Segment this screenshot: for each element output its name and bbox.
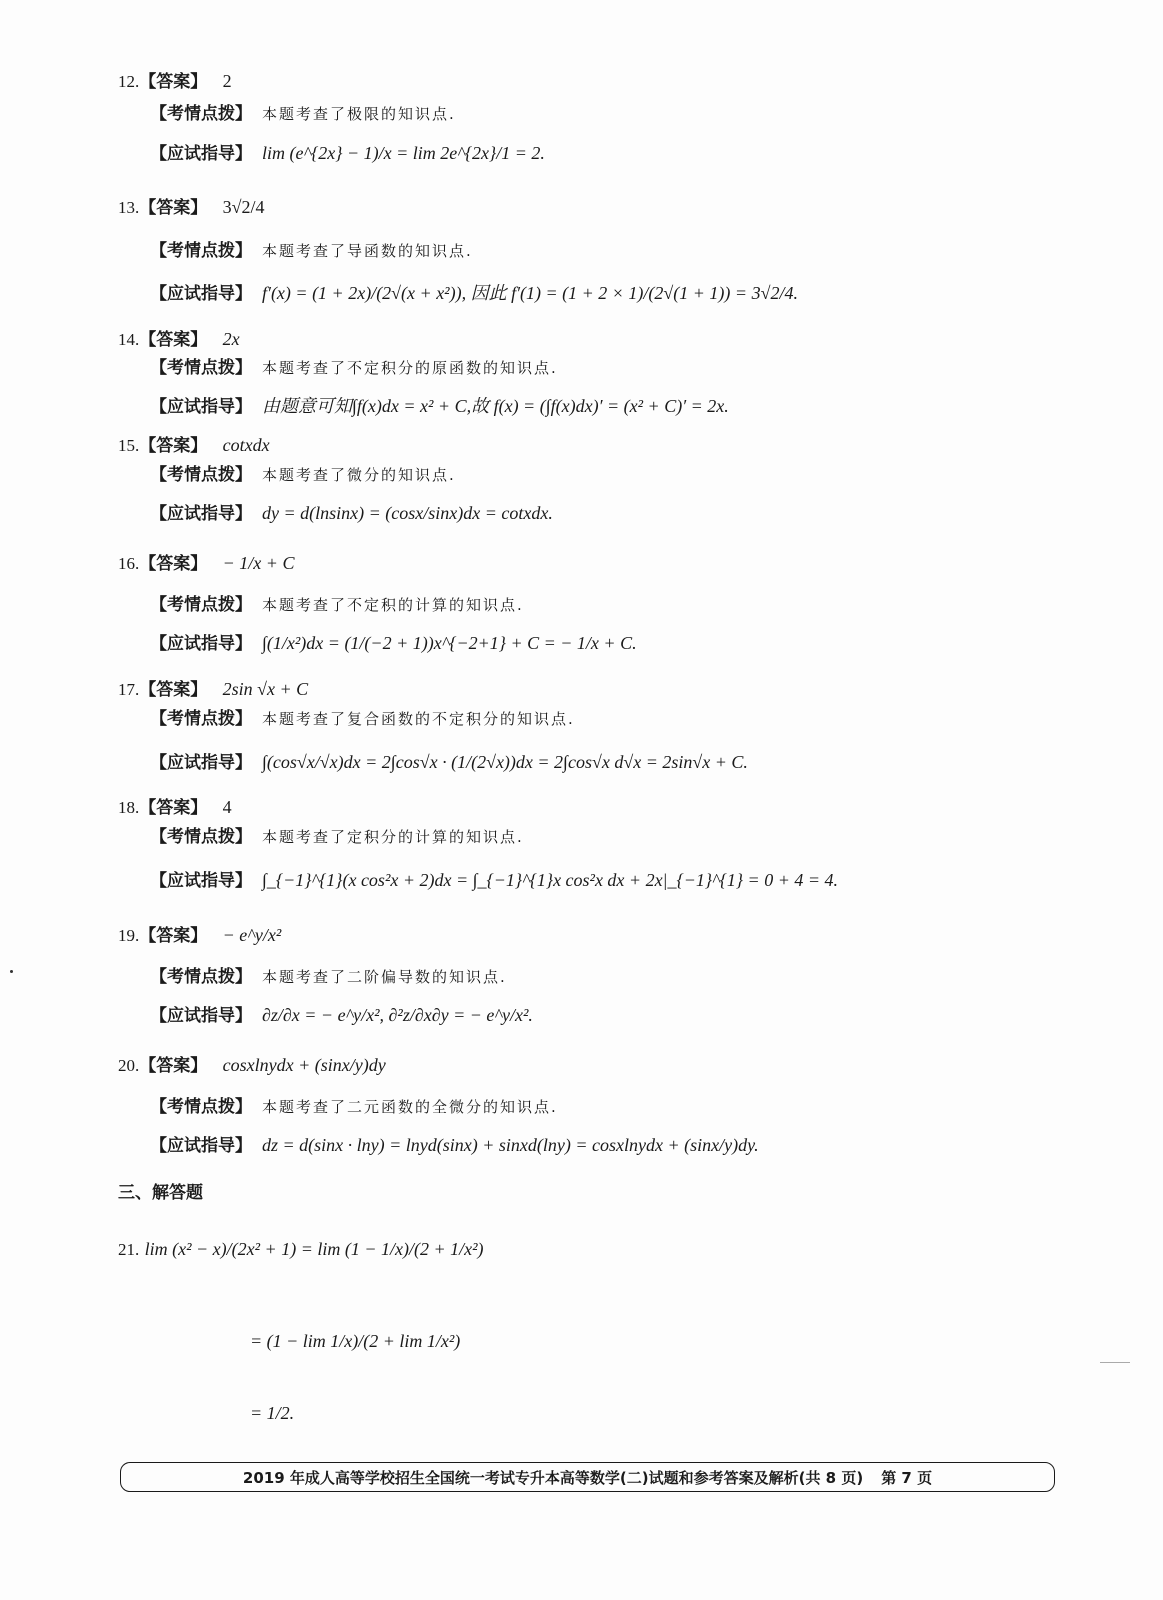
item-17-answer-row <box>118 678 308 701</box>
point-label: 【考情点拨】 <box>150 241 252 261</box>
guide-formula: ∫(1/x²)dx = (1/(−2 + 1))x^{−2+1} + C = − 1/x + C. <box>262 633 637 653</box>
item-19-answer-row <box>118 924 281 947</box>
point-label: 【考情点拨】 <box>150 465 252 485</box>
guide-label: 【应试指导】 <box>150 144 252 164</box>
item-number: 21. <box>118 1240 140 1259</box>
answer-value: cotxdx <box>222 435 270 455</box>
point-text: 本题考查了极限的知识点. <box>262 105 456 123</box>
answer-label: 【答案】 <box>139 798 208 818</box>
problem-21-step1 <box>118 1238 483 1261</box>
problem-21-step3 <box>250 1402 294 1425</box>
item-19-guide-row <box>150 1004 533 1027</box>
point-label: 【考情点拨】 <box>150 358 252 378</box>
item-12-answer-row <box>118 70 232 93</box>
guide-formula: ∂z/∂x = − e^y/x², ∂²z/∂x∂y = − e^y/x². <box>262 1005 533 1025</box>
answer-label: 【答案】 <box>139 72 208 92</box>
item-number: 16. <box>118 554 140 573</box>
item-17-guide-row <box>150 751 748 774</box>
answer-label: 【答案】 <box>139 926 208 946</box>
item-18-guide-row <box>150 869 838 892</box>
answer-value: 2 <box>222 71 232 91</box>
item-18-point-row <box>150 826 524 848</box>
answer-label: 【答案】 <box>139 198 208 218</box>
item-number: 18. <box>118 798 140 817</box>
point-label: 【考情点拨】 <box>150 104 252 124</box>
point-text: 本题考查了不定积分的原函数的知识点. <box>262 359 558 377</box>
answer-value: 2x <box>222 329 240 349</box>
guide-formula: 由题意可知∫f(x)dx = x² + C,故 f(x) = (∫f(x)dx)′ = (x² + C)′ = 2x. <box>262 396 729 416</box>
guide-label: 【应试指导】 <box>150 634 252 654</box>
point-text: 本题考查了复合函数的不定积分的知识点. <box>262 710 575 728</box>
answer-value: 3√2/4 <box>222 197 265 217</box>
answer-label: 【答案】 <box>139 436 208 456</box>
item-17-point-row <box>150 708 575 730</box>
answer-label: 【答案】 <box>139 680 208 700</box>
point-label: 【考情点拨】 <box>150 709 252 729</box>
item-16-point-row <box>150 594 524 616</box>
guide-label: 【应试指导】 <box>150 753 252 773</box>
answer-value: cosxlnydx + (sinx/y)dy <box>222 1055 386 1075</box>
item-12-point-row <box>150 103 456 125</box>
item-number: 12. <box>118 72 140 91</box>
answer-value: 4 <box>222 797 232 817</box>
item-number: 19. <box>118 926 140 945</box>
item-number: 17. <box>118 680 140 699</box>
point-label: 【考情点拨】 <box>150 1097 252 1117</box>
item-16-guide-row <box>150 632 637 655</box>
page-footer <box>120 1462 1055 1492</box>
item-20-answer-row <box>118 1054 386 1077</box>
answer-value: 2sin √x + C <box>222 679 309 699</box>
answer-label: 【答案】 <box>139 1056 208 1076</box>
point-label: 【考情点拨】 <box>150 967 252 987</box>
scan-dot <box>10 970 13 973</box>
guide-formula: f′(x) = (1 + 2x)/(2√(x + x²)), 因此 f′(1) = (1 + 2 × 1)/(2√(1 + 1)) = 3√2/4. <box>262 283 798 303</box>
guide-formula: dy = d(lnsinx) = (cosx/sinx)dx = cotxdx. <box>262 503 553 523</box>
guide-label: 【应试指导】 <box>150 871 252 891</box>
guide-label: 【应试指导】 <box>150 1006 252 1026</box>
guide-formula: ∫_{−1}^{1}(x cos²x + 2)dx = ∫_{−1}^{1}x cos²x dx + 2x|_{−1}^{1} = 0 + 4 = 4. <box>262 870 838 890</box>
item-19-point-row <box>150 966 507 988</box>
item-15-point-row <box>150 464 456 486</box>
point-text: 本题考查了不定积的计算的知识点. <box>262 596 524 614</box>
step-formula: = (1 − lim 1/x)/(2 + lim 1/x²) <box>250 1331 461 1351</box>
guide-formula: lim (e^{2x} − 1)/x = lim 2e^{2x}/1 = 2. <box>262 143 545 163</box>
point-label: 【考情点拨】 <box>150 595 252 615</box>
item-number: 20. <box>118 1056 140 1075</box>
answer-label: 【答案】 <box>139 554 208 574</box>
item-13-answer-row <box>118 196 265 219</box>
item-13-point-row <box>150 240 473 262</box>
footer-title: 2019 年成人高等学校招生全国统一考试专升本高等数学(二)试题和参考答案及解析(共 8 页) <box>242 1468 864 1487</box>
answer-value: − e^y/x² <box>222 925 282 945</box>
point-label: 【考情点拨】 <box>150 827 252 847</box>
item-14-point-row <box>150 357 558 379</box>
guide-label: 【应试指导】 <box>150 284 252 304</box>
guide-label: 【应试指导】 <box>150 504 252 524</box>
item-number: 15. <box>118 436 140 455</box>
step-formula: = 1/2. <box>250 1403 295 1423</box>
item-18-answer-row <box>118 796 232 819</box>
step-formula: lim (x² − x)/(2x² + 1) = lim (1 − 1/x)/(2 + 1/x²) <box>144 1239 484 1259</box>
item-13-guide-row <box>150 282 798 305</box>
item-12-guide-row <box>150 142 545 165</box>
problem-21-step2 <box>250 1330 460 1353</box>
point-text: 本题考查了导函数的知识点. <box>262 242 473 260</box>
guide-label: 【应试指导】 <box>150 397 252 417</box>
guide-label: 【应试指导】 <box>150 1136 252 1156</box>
guide-formula: ∫(cos√x/√x)dx = 2∫cos√x · (1/(2√x))dx = 2∫cos√x d√x = 2sin√x + C. <box>262 752 748 772</box>
item-15-guide-row <box>150 502 553 525</box>
scan-mark <box>1100 1362 1130 1363</box>
answer-label: 【答案】 <box>139 330 208 350</box>
item-16-answer-row <box>118 552 294 575</box>
item-number: 13. <box>118 198 140 217</box>
item-20-point-row <box>150 1096 558 1118</box>
item-14-answer-row <box>118 328 240 351</box>
item-14-guide-row <box>150 395 729 418</box>
guide-formula: dz = d(sinx · lny) = lnyd(sinx) + sinxd(lny) = cosxlnydx + (sinx/y)dy. <box>262 1135 759 1155</box>
point-text: 本题考查了微分的知识点. <box>262 466 456 484</box>
point-text: 本题考查了二元函数的全微分的知识点. <box>262 1098 558 1116</box>
section-heading: 三、解答题 <box>118 1183 203 1203</box>
item-number: 14. <box>118 330 140 349</box>
point-text: 本题考查了定积分的计算的知识点. <box>262 828 524 846</box>
answer-value: − 1/x + C <box>222 553 295 573</box>
footer-page-number: 第 7 页 <box>881 1468 933 1487</box>
item-15-answer-row <box>118 434 270 457</box>
item-20-guide-row <box>150 1134 759 1157</box>
point-text: 本题考查了二阶偏导数的知识点. <box>262 968 507 986</box>
